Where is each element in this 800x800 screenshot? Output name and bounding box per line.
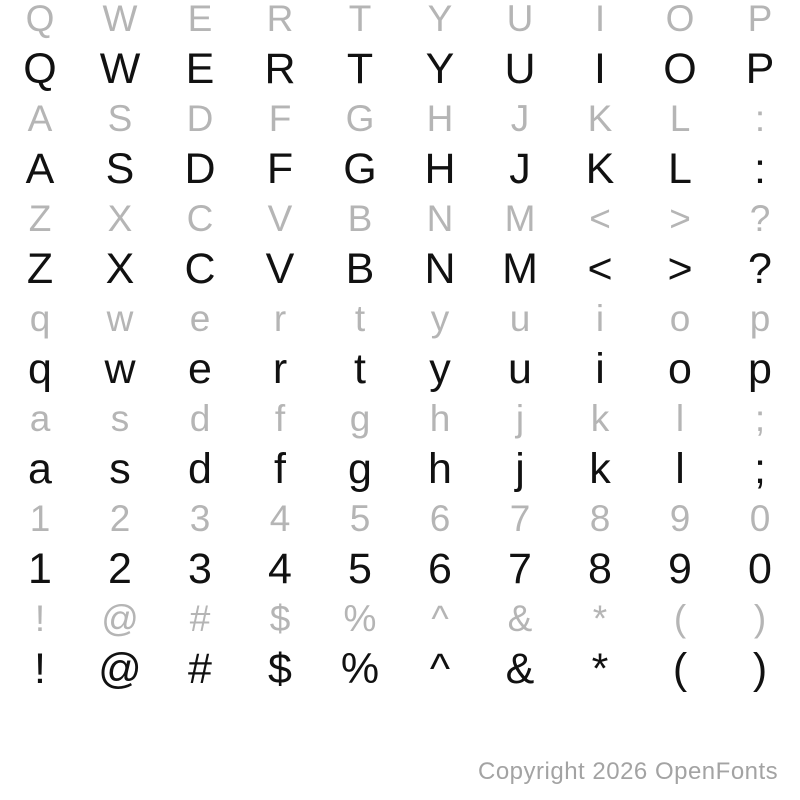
specimen-row-muted <box>0 494 800 544</box>
glyph-cell: 6 <box>428 545 452 593</box>
glyph-cell: 5 <box>348 545 372 593</box>
glyph-cell: K <box>587 98 613 139</box>
glyph-cell: ? <box>748 245 772 293</box>
specimen-row-muted <box>0 194 800 244</box>
specimen-row-primary <box>0 544 800 594</box>
glyph-cell: V <box>265 245 295 293</box>
glyph-cell: K <box>585 145 615 193</box>
specimen-row-muted <box>0 0 800 44</box>
glyph-cell: E <box>185 45 215 93</box>
glyph-cell: S <box>105 145 135 193</box>
glyph-cell: r <box>273 298 287 339</box>
glyph-cell: ; <box>754 398 766 439</box>
glyph-cell: Y <box>427 0 453 39</box>
glyph-cell: k <box>589 445 611 493</box>
glyph-cell: 0 <box>749 498 771 539</box>
glyph-cell: 1 <box>29 498 51 539</box>
glyph-cell: u <box>509 298 531 339</box>
glyph-cell: M <box>504 198 536 239</box>
glyph-cell: U <box>506 0 534 39</box>
glyph-cell: d <box>188 445 212 493</box>
glyph-cell: ? <box>749 198 771 239</box>
glyph-cell: N <box>424 245 456 293</box>
glyph-cell: Q <box>25 0 55 39</box>
glyph-cell: u <box>508 345 532 393</box>
glyph-cell: w <box>104 345 136 393</box>
glyph-cell: w <box>106 298 134 339</box>
glyph-cell: a <box>29 398 51 439</box>
glyph-cell: 2 <box>109 498 131 539</box>
glyph-cell: P <box>747 0 773 39</box>
glyph-cell: 9 <box>668 545 692 593</box>
glyph-cell: * <box>592 598 608 639</box>
glyph-cell: 9 <box>669 498 691 539</box>
glyph-cell: t <box>354 345 366 393</box>
glyph-cell: g <box>348 445 372 493</box>
glyph-cell: 4 <box>269 498 291 539</box>
glyph-cell: q <box>29 298 51 339</box>
glyph-cell: e <box>188 345 212 393</box>
glyph-cell: O <box>665 0 695 39</box>
glyph-cell: ) <box>753 598 767 639</box>
glyph-cell: 6 <box>429 498 451 539</box>
glyph-cell: @ <box>98 645 142 693</box>
glyph-cell: l <box>675 445 685 493</box>
specimen-row-primary <box>0 244 800 294</box>
glyph-cell: > <box>669 198 691 239</box>
glyph-cell: A <box>25 145 55 193</box>
glyph-cell: p <box>748 345 772 393</box>
glyph-cell: k <box>590 398 610 439</box>
glyph-cell: $ <box>269 598 291 639</box>
glyph-cell: N <box>426 198 454 239</box>
glyph-cell: Y <box>425 45 455 93</box>
glyph-cell: y <box>429 345 451 393</box>
glyph-cell: 2 <box>108 545 132 593</box>
specimen-row-primary <box>0 444 800 494</box>
glyph-cell: O <box>663 45 697 93</box>
glyph-cell: 5 <box>349 498 371 539</box>
glyph-cell: t <box>354 298 366 339</box>
glyph-cell: R <box>264 45 296 93</box>
glyph-cell: C <box>184 245 216 293</box>
glyph-cell: V <box>267 198 293 239</box>
glyph-cell: * <box>591 645 609 693</box>
glyph-cell: 7 <box>509 498 531 539</box>
glyph-cell: s <box>110 398 130 439</box>
glyph-cell: : <box>754 98 766 139</box>
glyph-cell: C <box>186 198 214 239</box>
glyph-cell: q <box>28 345 52 393</box>
glyph-cell: 7 <box>508 545 532 593</box>
glyph-cell: l <box>675 398 685 439</box>
glyph-cell: < <box>587 245 613 293</box>
glyph-cell: D <box>184 145 216 193</box>
glyph-cell: f <box>274 445 286 493</box>
glyph-cell: h <box>428 445 452 493</box>
glyph-cell: L <box>669 98 691 139</box>
glyph-cell: i <box>595 298 605 339</box>
glyph-cell: X <box>105 245 135 293</box>
glyph-cell: 4 <box>268 545 292 593</box>
copyright-text: Copyright 2026 OpenFonts <box>478 758 779 785</box>
glyph-cell: @ <box>101 598 139 639</box>
glyph-cell: G <box>345 98 375 139</box>
glyph-cell: r <box>272 345 288 393</box>
glyph-cell: < <box>589 198 611 239</box>
glyph-cell: W <box>102 0 138 39</box>
specimen-row-primary <box>0 344 800 394</box>
glyph-cell: ) <box>752 645 768 693</box>
specimen-row-muted <box>0 394 800 444</box>
glyph-cell: h <box>429 398 451 439</box>
glyph-cell: J <box>509 145 531 193</box>
glyph-cell: s <box>109 445 131 493</box>
glyph-cell: J <box>510 98 530 139</box>
glyph-cell: $ <box>268 645 292 693</box>
glyph-cell: # <box>188 645 212 693</box>
glyph-cell: 3 <box>188 545 212 593</box>
specimen-row-muted <box>0 294 800 344</box>
glyph-cell: j <box>515 398 525 439</box>
specimen-row-muted <box>0 594 800 644</box>
glyph-cell: A <box>27 98 53 139</box>
glyph-cell: Z <box>28 198 52 239</box>
glyph-cell: H <box>426 98 454 139</box>
glyph-cell: e <box>189 298 211 339</box>
glyph-cell: H <box>424 145 456 193</box>
glyph-cell: ! <box>34 598 46 639</box>
glyph-cell: Z <box>26 245 54 293</box>
glyph-cell: p <box>749 298 771 339</box>
glyph-cell: D <box>186 98 214 139</box>
glyph-cell: L <box>668 145 692 193</box>
glyph-cell: # <box>189 598 211 639</box>
glyph-cell: ( <box>672 645 688 693</box>
glyph-cell: 3 <box>189 498 211 539</box>
glyph-cell: f <box>274 398 286 439</box>
glyph-cell: T <box>348 0 372 39</box>
glyph-cell: & <box>507 598 533 639</box>
glyph-cell: U <box>504 45 536 93</box>
glyph-cell: P <box>745 45 775 93</box>
glyph-cell: B <box>345 245 375 293</box>
glyph-cell: d <box>189 398 211 439</box>
glyph-cell: 1 <box>28 545 52 593</box>
glyph-cell: : <box>754 145 766 193</box>
glyph-cell: E <box>187 0 213 39</box>
glyph-cell: > <box>667 245 693 293</box>
glyph-cell: 0 <box>748 545 772 593</box>
glyph-cell: ! <box>34 645 46 693</box>
glyph-cell: T <box>346 45 374 93</box>
glyph-cell: 8 <box>588 545 612 593</box>
glyph-cell: g <box>349 398 371 439</box>
glyph-cell: I <box>594 0 606 39</box>
glyph-cell: o <box>669 298 691 339</box>
glyph-cell: S <box>107 98 133 139</box>
glyph-cell: % <box>340 645 380 693</box>
glyph-cell: y <box>430 298 450 339</box>
glyph-cell: B <box>347 198 373 239</box>
glyph-cell: i <box>595 345 605 393</box>
glyph-cell: F <box>266 145 294 193</box>
glyph-cell: F <box>268 98 292 139</box>
specimen-row-muted <box>0 94 800 144</box>
glyph-cell: % <box>343 598 377 639</box>
specimen-row-primary <box>0 44 800 94</box>
specimen-row-primary <box>0 144 800 194</box>
glyph-cell: M <box>502 245 538 293</box>
specimen-row-primary <box>0 644 800 694</box>
glyph-cell: G <box>343 145 377 193</box>
glyph-cell: a <box>28 445 52 493</box>
glyph-cell: ^ <box>429 645 451 693</box>
glyph-cell: Q <box>23 45 57 93</box>
glyph-cell: ( <box>673 598 687 639</box>
glyph-cell: X <box>107 198 133 239</box>
glyph-cell: 8 <box>589 498 611 539</box>
glyph-cell: & <box>505 645 535 693</box>
glyph-cell: ^ <box>431 598 449 639</box>
glyph-cell: o <box>668 345 692 393</box>
glyph-cell: ; <box>754 445 766 493</box>
glyph-cell: W <box>99 45 141 93</box>
glyph-cell: I <box>594 45 606 93</box>
glyph-cell: j <box>515 445 525 493</box>
glyph-cell: R <box>266 0 294 39</box>
